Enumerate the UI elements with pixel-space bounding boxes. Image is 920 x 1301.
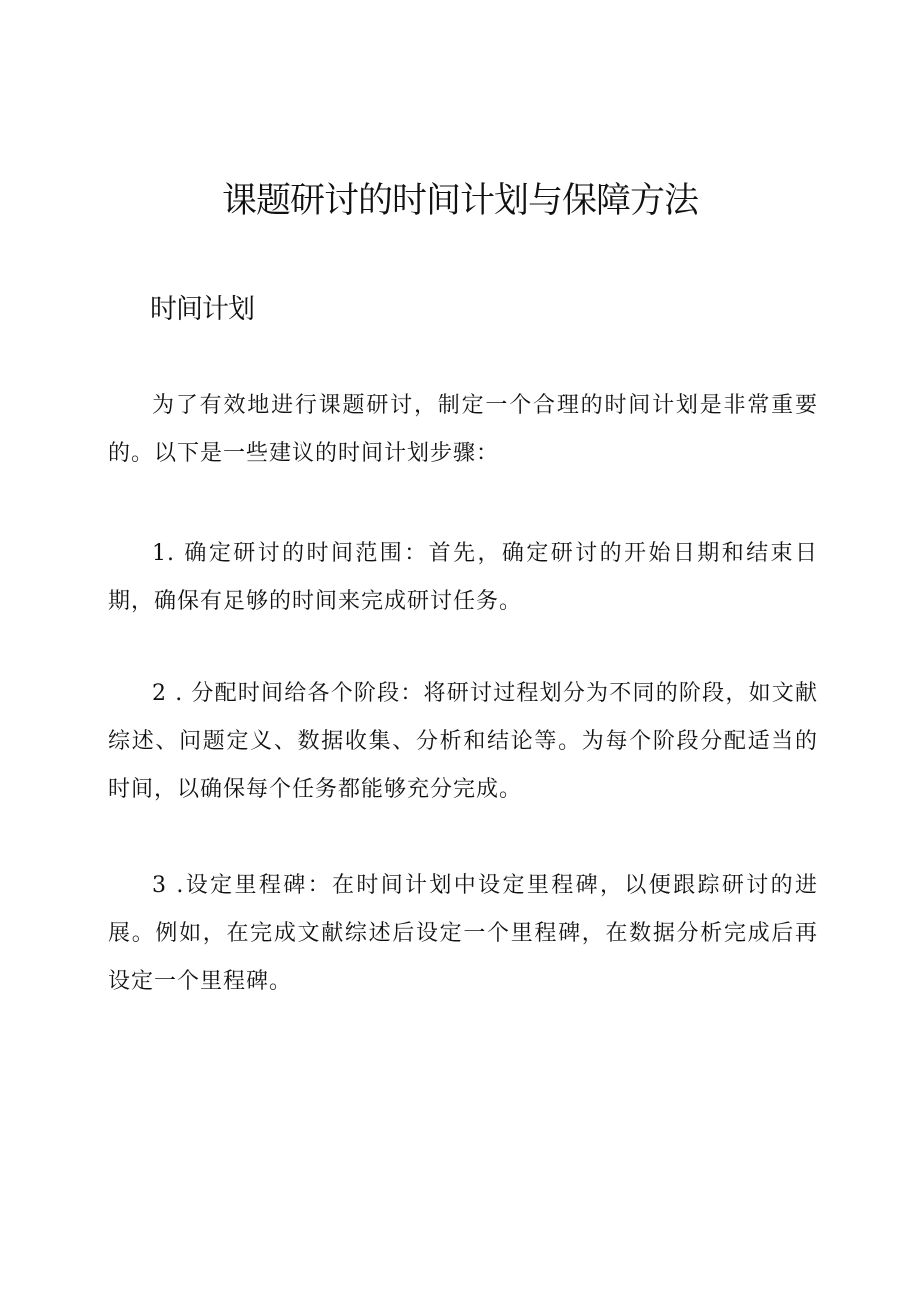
intro-paragraph: 为了有效地进行课题研讨，制定一个合理的时间计划是非常重要的。以下是一些建议的时间计划步骤：	[108, 393, 818, 466]
document-title: 课题研讨的时间计划与保障方法	[221, 181, 698, 221]
section-heading: 时间计划	[150, 294, 254, 325]
step-3-paragraph: 3 .设定里程碑：在时间计划中设定里程碑，以便跟踪研讨的进展。例如，在完成文献综述后设定一个里程碑，在数据分析完成后再设定一个里程碑。	[108, 873, 818, 994]
step-2-paragraph: 2 . 分配时间给各个阶段：将研讨过程划分为不同的阶段，如文献综述、问题定义、数据收集、分析和结论等。为每个阶段分配适当的时间，以确保每个任务都能够充分完成。	[108, 681, 818, 802]
step-1-paragraph: 1. 确定研讨的时间范围：首先，确定研讨的开始日期和结束日期，确保有足够的时间来完成研讨任务。	[108, 541, 818, 614]
